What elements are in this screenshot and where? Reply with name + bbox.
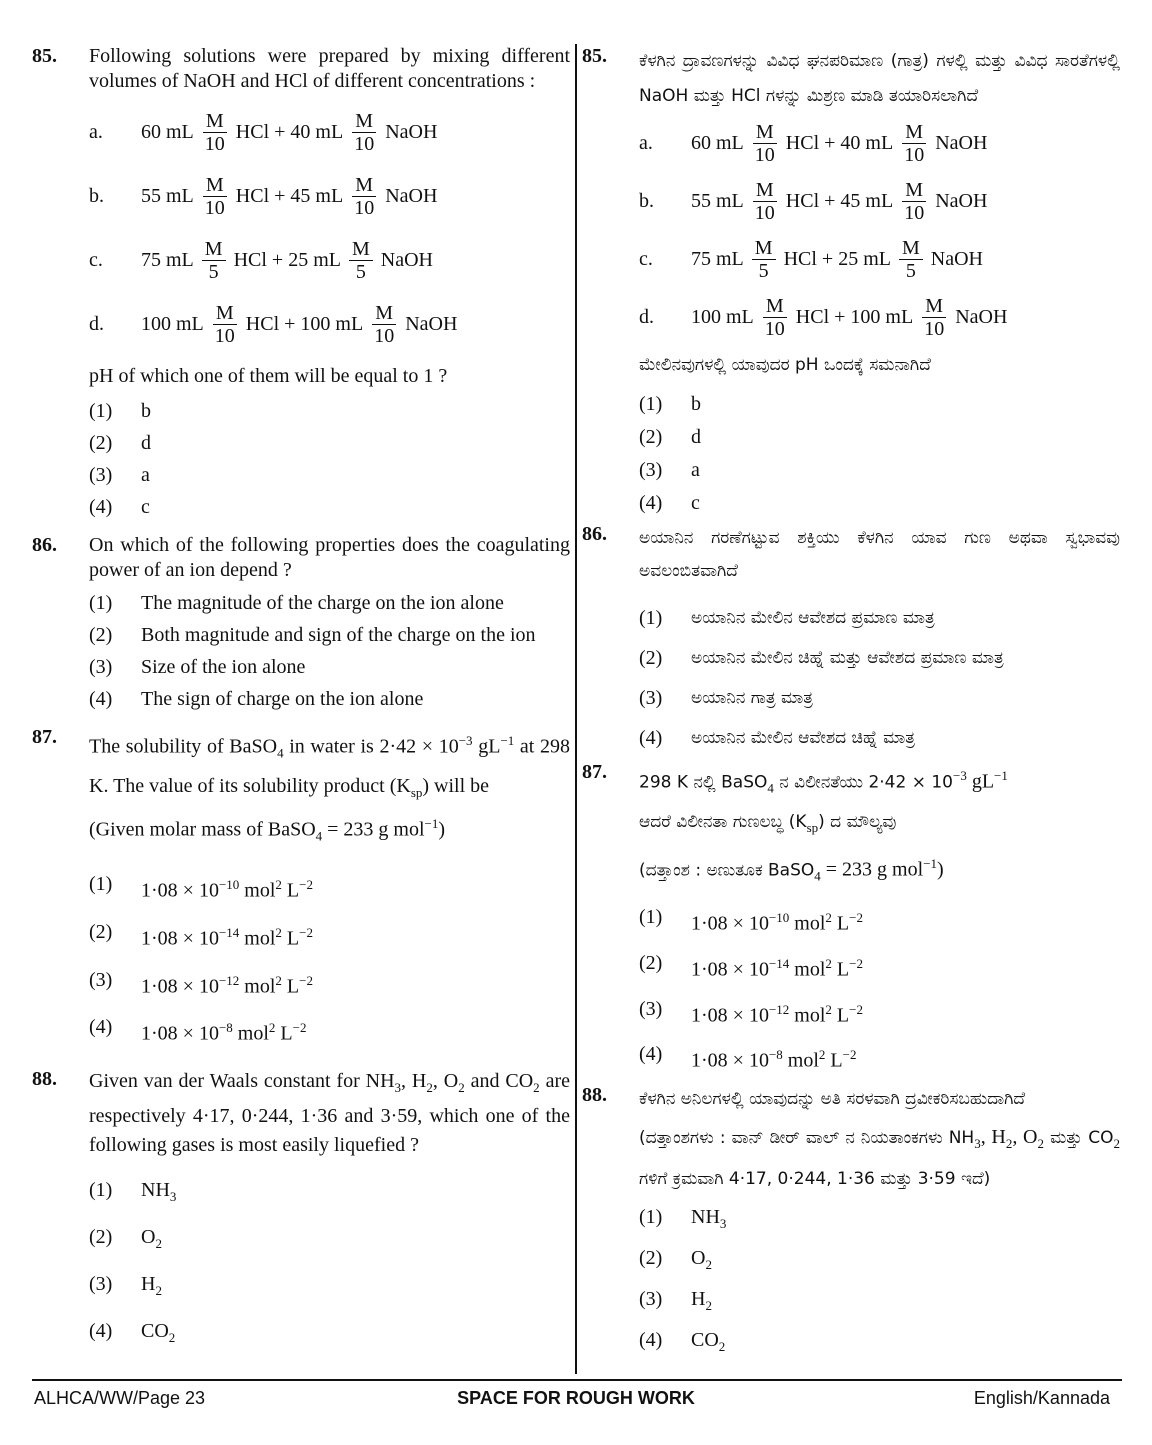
question-number: 85. (582, 45, 607, 67)
option-1: (1) The magnitude of the charge on the ion alone (89, 592, 504, 614)
question-85-kn (582, 44, 1120, 520)
option-1: (1) b (639, 393, 701, 415)
question-number: 87. (582, 761, 607, 783)
footer-divider (32, 1379, 1122, 1381)
option-3: (3) $H_2$ (89, 1272, 162, 1298)
question-85 (32, 44, 570, 523)
question-stem: Following solutions were prepared by mixing different volumes of NaOH and HCl of different concentrations : (89, 45, 570, 92)
question-text: pH of which one of them will be equal to 1 ? (89, 365, 448, 387)
option-4: (4) $CO_2$ (89, 1319, 176, 1345)
question-88-kn (582, 1083, 1120, 1364)
option-3: (3) $1\cdot 08 \times 10^{-12}$ mol$^2$ $L^{-2}$ (639, 997, 863, 1027)
option-1: (1) $NH_3$ (89, 1178, 177, 1204)
question-number: 88. (32, 1067, 57, 1090)
option-1: (1) $1\cdot 08 \times 10^{-10}$ mol$^2$ $L^{-2}$ (89, 873, 313, 902)
option-4: (4) $1\cdot 08 \times 10^{-8}$ mol$^2$ $L^{-2}$ (639, 1043, 857, 1072)
question-stem: ಅಯಾನಿನ ಗರಣೆಗಟ್ಟುವ ಶಕ್ತಿಯು ಕೆಳಗಿನ ಯಾವ ಗುಣ ಅಥವಾ ಸ್ವಭಾವವು ಅವಲಂಬಿತವಾಗಿದೆ (639, 528, 1120, 581)
option-3: (3) Size of the ion alone (89, 656, 306, 678)
question-number: 87. (32, 726, 57, 748)
given-data: (ದತ್ತಾಂಶಗಳು : ವಾನ್ ಡೀರ್ ವಾಲ್ ನ ನಿಯತಾಂಕಗಳು $NH_3$, $H_2$, $O_2$ ಮತ್ತು $CO_2$ ಗಳಿಗೆ ಕ್ರಮವಾಗಿ 4·17, 0·244, 1·36 ಮತ್ತು 3·59 ಇದೆ) (639, 1125, 1120, 1189)
question-stem: ಕೆಳಗಿನ ಅನಿಲಗಳಲ್ಲಿ ಯಾವುದನ್ನು ಅತಿ ಸರಳವಾಗಿ ದ್ರವೀಕರಿಸಬಹುದಾಗಿದೆ (639, 1088, 1026, 1109)
mixture-b: b. 55 mL $\frac{M}{10}$ HCl + 45 mL $\frac{M}{10}$ NaOH (89, 173, 438, 219)
question-number: 86. (32, 534, 57, 556)
option-4: (4) ಅಯಾನಿನ ಮೇಲಿನ ಆವೇಶದ ಚಿಹ್ನೆ ಮಾತ್ರ (639, 727, 916, 749)
language-label: English/Kannada (973, 1388, 1110, 1408)
english-column (32, 44, 570, 1358)
mixture-c: c. 75 mL $\frac{M}{5}$ HCl + 25 mL $\frac{M}{5}$ NaOH (89, 237, 433, 283)
question-stem: Given van der Waals constant for $NH_3$, $H_2$, $O_2$ and $CO_2$ are respectively 4·17, 0·244, 1·36 and 3·59, which one of the following gases is most easily liquefied ? (89, 1069, 570, 1156)
option-3: (3) ಅಯಾನಿನ ಗಾತ್ರ ಮಾತ್ರ (639, 687, 813, 709)
option-4: (4) c (639, 492, 700, 514)
option-1: (1) $NH_3$ (639, 1205, 727, 1231)
page-id: ALHCA/WW/Page 23 (34, 1388, 206, 1408)
rough-work-label: SPACE FOR ROUGH WORK (457, 1388, 695, 1408)
option-2: (2) d (89, 432, 151, 454)
option-3: (3) a (89, 464, 150, 486)
question-number: 88. (582, 1083, 607, 1106)
question-stem: ಕೆಳಗಿನ ದ್ರಾವಣಗಳನ್ನು ವಿವಿಧ ಘನಪರಿಮಾಣ (ಗಾತ್ರ) ಗಳಲ್ಲಿ ಮತ್ತು ವಿವಿಧ ಸಾರತೆಗಳಲ್ಲಿ NaOH ಮತ್ತು HCl ಗಳನ್ನು ಮಿಶ್ರಣ ಮಾಡಿ ತಯಾರಿಸಲಾಗಿದೆ (639, 51, 1120, 106)
option-2: (2) ಅಯಾನಿನ ಮೇಲಿನ ಚಿಹ್ನೆ ಮತ್ತು ಆವೇಶದ ಪ್ರಮಾಣ ಮಾತ್ರ (639, 647, 1004, 669)
question-stem: 298 K ನಲ್ಲಿ BaSO$_4$ ನ ವಿಲೀನತೆಯು $2\cdot 42 \times 10^{-3}$ $gL^{-1}$ (639, 768, 1008, 796)
question-86-kn (582, 522, 1120, 758)
option-4: (4) $1\cdot 08 \times 10^{-8}$ mol$^2$ $L^{-2}$ (89, 1016, 307, 1045)
question-87 (32, 725, 570, 1055)
question-87-kn (582, 760, 1120, 1081)
option-2: (2) $O_2$ (89, 1225, 162, 1251)
question-88 (32, 1067, 570, 1358)
mixture-c: c. 75 mL $\frac{M}{5}$ HCl + 25 mL $\frac{M}{5}$ NaOH (639, 236, 983, 282)
option-1: (1) ಅಯಾನಿನ ಮೇಲಿನ ಆವೇಶದ ಪ್ರಮಾಣ ಮಾತ್ರ (639, 607, 935, 629)
column-divider (575, 44, 577, 1374)
option-4: (4) The sign of charge on the ion alone (89, 688, 424, 710)
option-2: (2) Both magnitude and sign of the charge on the ion (89, 624, 536, 646)
mixture-a: a. 60 mL $\frac{M}{10}$ HCl + 40 mL $\frac{M}{10}$ NaOH (89, 109, 438, 155)
mixture-b: b. 55 mL $\frac{M}{10}$ HCl + 45 mL $\frac{M}{10}$ NaOH (639, 178, 988, 224)
question-86 (32, 533, 570, 711)
question-stem-line2: ಆದರೆ ವಿಲೀನತಾ ಗುಣಲಬ್ಧ $(K_{sp})$ ದ ಮೌಲ್ಯವು (639, 811, 897, 835)
question-stem: On which of the following properties does the coagulating power of an ion depend ? (89, 534, 570, 581)
option-2: (2) $O_2$ (639, 1246, 712, 1272)
option-3: (3) $H_2$ (639, 1287, 712, 1313)
question-number: 85. (32, 45, 57, 67)
mixture-d: d. 100 mL $\frac{M}{10}$ HCl + 100 mL $\frac{M}{10}$ NaOH (639, 294, 1008, 340)
question-text: ಮೇಲಿನವುಗಳಲ್ಲಿ ಯಾವುದರ pH ಒಂದಕ್ಕೆ ಸಮನಾಗಿದೆ (639, 355, 931, 375)
kannada-column (582, 44, 1120, 1364)
option-2: (2) $1\cdot 08 \times 10^{-14}$ mol$^2$ $L^{-2}$ (639, 951, 863, 981)
option-1: (1) $1\cdot 08 \times 10^{-10}$ mol$^2$ $L^{-2}$ (639, 906, 863, 935)
question-stem: The solubility of BaSO$_4$ in water is $2\cdot 42 \times 10^{-3}$ $gL^{-1}$ at 298 K. The value of its solubility product $(K_{sp})$ will be (89, 733, 571, 800)
given-data: (ದತ್ತಾಂಶ : ಅಣುತೂಕ BaSO$_4$ = 233 g mol$^{-1}$) (639, 855, 944, 884)
option-2: (2) d (639, 426, 701, 448)
option-2: (2) $1\cdot 08 \times 10^{-14}$ mol$^2$ $L^{-2}$ (89, 920, 313, 950)
option-3: (3) a (639, 459, 700, 481)
option-1: (1) b (89, 400, 151, 422)
question-number: 86. (582, 523, 607, 545)
mixture-d: d. 100 mL $\frac{M}{10}$ HCl + 100 mL $\frac{M}{10}$ NaOH (89, 301, 458, 347)
mixture-a: a. 60 mL $\frac{M}{10}$ HCl + 40 mL $\frac{M}{10}$ NaOH (639, 120, 988, 166)
option-4: (4) $CO_2$ (639, 1328, 726, 1354)
option-3: (3) $1\cdot 08 \times 10^{-12}$ mol$^2$ $L^{-2}$ (89, 968, 313, 998)
given-data: (Given molar mass of BaSO$_4$ = 233 g mol$^{-1}$) (89, 815, 446, 844)
option-4: (4) c (89, 496, 150, 518)
